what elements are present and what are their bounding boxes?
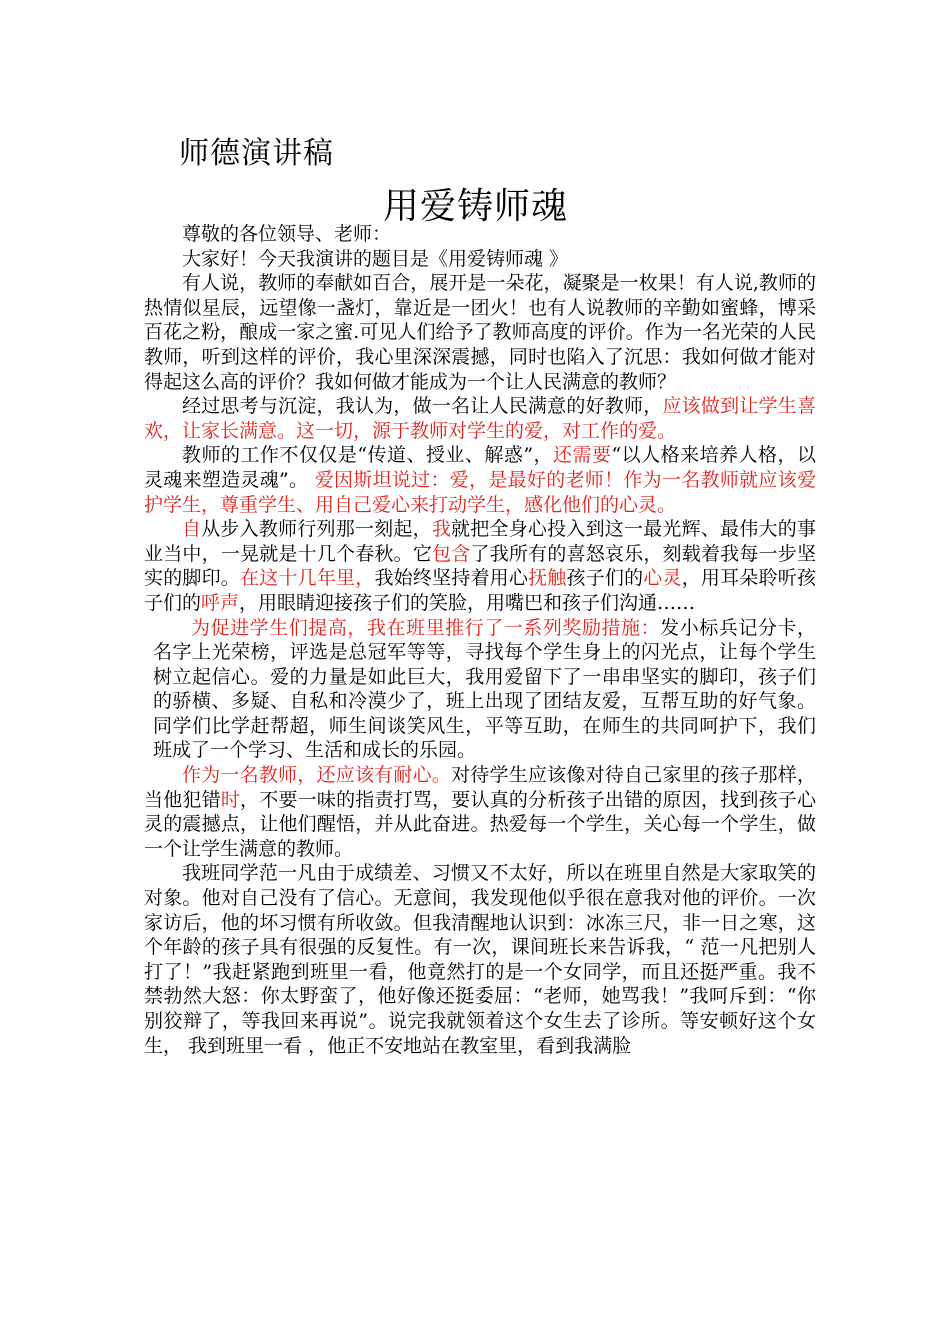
highlighted-text: 为促进学生们提高，我在班里推行了一系列奖励措施：	[191, 616, 661, 639]
highlighted-text: 作为一名教师，还应该有耐心。	[182, 764, 452, 787]
document-body	[144, 222, 816, 1058]
paragraph	[144, 394, 816, 443]
paragraph-text: 有人说，教师的奉献如百合，展开是一朵花，凝聚是一枚果！有人说,教师的热情似星辰，远望像一盏灯，靠近是一团火！也有人说教师的辛勤如蜜蜂，博采百花之粉，酿成一家之蜜.可见人们给予了教师高度的评价。作为一名光荣的人民教师，听到这样的评价，我心里深深震撼，同时也陷入了沉思：我如何做才能对得起这么高的评价？我如何做才能成为一个让人民满意的教师？	[144, 272, 816, 393]
highlighted-text: 呼声	[201, 591, 240, 614]
paragraph-text: 发小标兵记分卡，名字上光荣榜，评选是总冠军等等，寻找每个学生身上的闪光点，让每个学生树立起信心。爱的力量是如此巨大，我用爱留下了一串串坚实的脚印，孩子们的骄横、多疑、自私和冷漠少了，班上出现了团结友爱，互帮互助的好气象。同学们比学赶帮超，师生间谈笑风生，平等互助，在师生的共同呵护下，我们班成了一个学习、生活和成长的乐园。	[153, 616, 816, 762]
paragraph	[144, 222, 816, 247]
paragraph-text: 孩子们的	[566, 567, 644, 590]
highlighted-text: 抚触	[528, 567, 567, 590]
paragraph-text: 我始终坚持着用心	[374, 567, 529, 590]
highlighted-text: 应该做到让学生喜欢，让家长满意。这一切，源于教师对学生的爱，对工作的爱。	[144, 395, 816, 442]
paragraph-text: ，用耳朵聆听孩子们的	[144, 567, 816, 614]
paragraph	[144, 443, 816, 517]
paragraph-text: 从步入教师行列那一刻起，	[201, 518, 432, 541]
paragraph-text: “以人格来培养人格，以灵魂来塑造灵魂”。	[144, 444, 816, 491]
highlighted-text: 还需要	[553, 444, 612, 467]
document-title: 用爱铸师魂	[383, 186, 569, 227]
paragraph-text: 就把全身心投入到这一最光辉、最伟大的事业当中，一晃就是十几个春秋。它	[144, 518, 816, 565]
paragraph-text: ，用眼睛迎接孩子们的笑脸，用嘴巴和孩子们沟通……	[239, 591, 696, 614]
paragraph	[144, 517, 816, 615]
paragraph	[144, 247, 816, 272]
paragraph	[144, 271, 816, 394]
paragraph	[144, 861, 816, 1058]
highlighted-text: 时	[220, 788, 241, 811]
paragraph-text: 大家好！今天我演讲的题目是《用爱铸师魂 》	[182, 247, 569, 270]
paragraph-text: 我班同学范一凡由于成绩差、习惯又不太好，所以在班里自然是大家取笑的对象。他对自己没有了信心。无意间，我发现他似乎很在意我对他的评价。一次家访后，他的坏习惯有所收敛。但我清醒地认识到：冰冻三尺，非一日之寒，这个年龄的孩子具有很强的反复性。有一次，课间班长来告诉我，“ 范一凡把别人打了！”我赶紧跑到班里一看，他竟然打的是一个女同学，而且还挺严重。我不禁勃然大怒：你太野蛮了，他好像还挺委屈：“老师，她骂我！”我呵斥到：“你别狡辩了，等我回来再说”。说完我就领着这个女生去了诊所。等安顿好这个女生， 我到班里一看 ，他正不安地站在教室里，看到我满脸	[144, 862, 816, 1057]
document-label: 师德演讲稿	[179, 136, 334, 171]
highlighted-text: 包含	[432, 542, 471, 565]
paragraph	[144, 616, 816, 764]
highlighted-text: 自	[182, 518, 202, 541]
highlighted-text: 我	[431, 518, 452, 541]
highlighted-text: 心灵	[643, 567, 682, 590]
paragraph-text: 教师的工作不仅仅是“传道、授业、解惑”，	[182, 444, 554, 467]
highlighted-text: 爱因斯坦说过：爱，是最好的老师！作为一名教师就应该爱护学生，尊重学生、用自己爱心来打动学生，感化他们的心灵。	[144, 468, 816, 516]
paragraph	[144, 763, 816, 861]
paragraph-text: ，不要一味的指责打骂，要认真的分析孩子出错的原因，找到孩子心灵的震撼点，让他们醒悟，并从此奋进。热爱每一个学生，关心每一个学生，做一个让学生满意的教师。	[144, 788, 816, 860]
paragraph-text: 对待学生应该像对待自己家里的孩子那样，当他犯错	[144, 764, 816, 811]
paragraph-text: 了我所有的喜怒哀乐，刻载着我每一步坚实的脚印。	[144, 542, 816, 590]
paragraph-text: 尊敬的各位领导、老师：	[182, 223, 392, 245]
highlighted-text: 在这十几年里，	[240, 567, 375, 590]
paragraph-text: 经过思考与沉淀，我认为，做一名让人民满意的好教师，	[182, 395, 663, 418]
